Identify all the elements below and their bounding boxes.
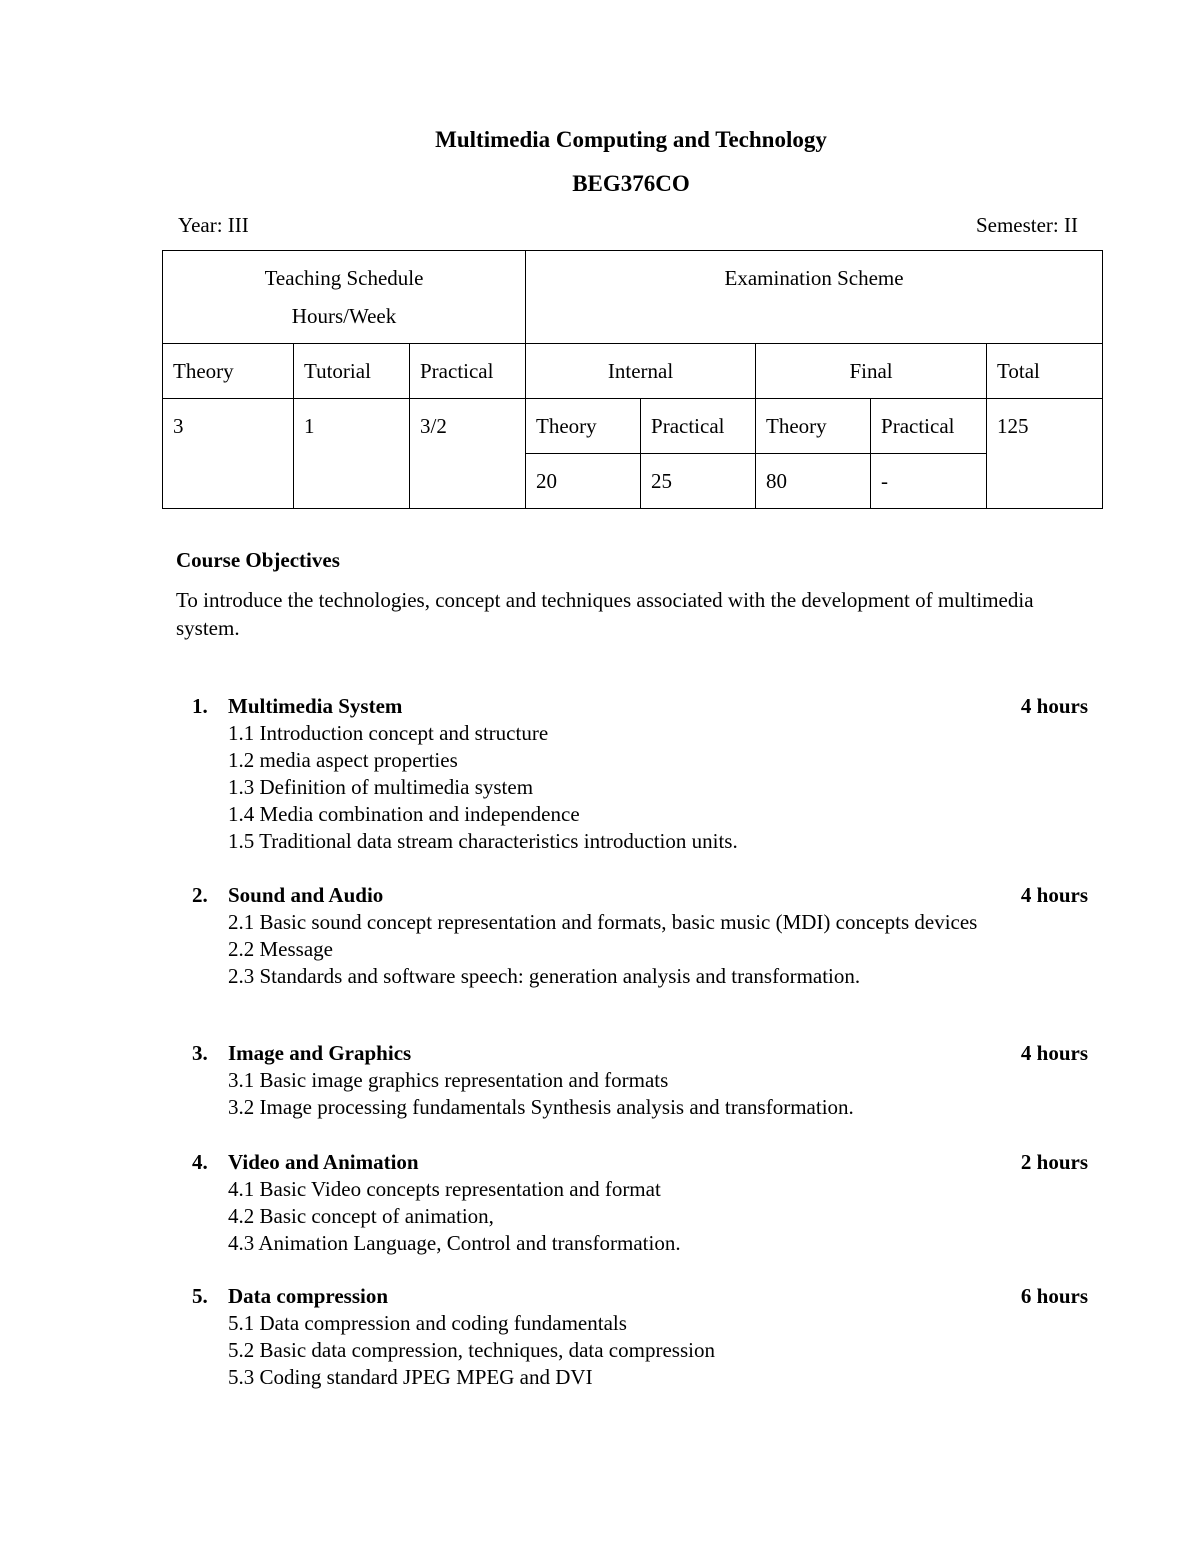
unit-section xyxy=(192,1039,1088,1121)
unit-topic-item: 3.1 Basic image graphics representation and formats xyxy=(228,1068,669,1092)
unit-section xyxy=(192,881,1088,990)
unit-section xyxy=(192,692,1088,855)
unit-topic-item: 4.3 Animation Language, Control and transformation. xyxy=(228,1231,681,1255)
unit-topics xyxy=(192,1067,1088,1121)
scheme-table xyxy=(162,250,1103,509)
unit-topic-item: 1.3 Definition of multimedia system xyxy=(228,775,534,799)
unit-title: Data compression xyxy=(228,1284,389,1308)
unit-topic-item: 4.2 Basic concept of animation, xyxy=(228,1204,494,1228)
unit-topic-item: 1.5 Traditional data stream characteristics introduction units. xyxy=(228,829,738,853)
unit-hours: 4 hours xyxy=(1020,883,1088,907)
internal-theory-label: Theory xyxy=(526,399,641,454)
theory-header: Theory xyxy=(163,344,294,399)
objectives-heading: Course Objectives xyxy=(176,548,340,572)
course-title: Multimedia Computing and Technology xyxy=(435,127,827,152)
unit-topic-item: 3.2 Image processing fundamentals Synthesis analysis and transformation. xyxy=(228,1095,854,1119)
examination-scheme-label: Examination Scheme xyxy=(724,266,904,290)
internal-theory-marks: 20 xyxy=(526,454,641,509)
internal-practical-label: Practical xyxy=(641,399,756,454)
final-theory-marks: 80 xyxy=(756,454,871,509)
year-label: Year: III xyxy=(178,213,249,237)
semester-label: Semester: II xyxy=(975,213,1078,237)
course-code: BEG376CO xyxy=(572,171,690,196)
unit-heading xyxy=(192,1039,1088,1067)
unit-topics xyxy=(192,909,1088,990)
final-header: Final xyxy=(756,344,987,399)
unit-number: 3. xyxy=(192,1041,208,1065)
unit-section xyxy=(192,1282,1088,1391)
hours-week-label: Hours/Week xyxy=(291,304,397,328)
unit-number: 2. xyxy=(192,883,208,907)
internal-header: Internal xyxy=(526,344,756,399)
unit-topic-item: 2.3 Standards and software speech: generation analysis and transformation. xyxy=(228,964,861,988)
unit-title: Sound and Audio xyxy=(228,883,384,907)
unit-topic-item: 2.2 Message xyxy=(228,937,333,961)
unit-topic-item: 1.4 Media combination and independence xyxy=(228,802,580,826)
unit-hours: 4 hours xyxy=(1020,694,1088,718)
unit-hours: 6 hours xyxy=(1020,1284,1088,1308)
unit-title: Video and Animation xyxy=(228,1150,419,1174)
unit-title: Multimedia System xyxy=(228,694,403,718)
unit-topic-item: 1.1 Introduction concept and structure xyxy=(228,721,549,745)
final-practical-label: Practical xyxy=(871,399,987,454)
unit-number: 5. xyxy=(192,1284,208,1308)
tutorial-hours: 1 xyxy=(294,399,410,509)
unit-hours: 4 hours xyxy=(1020,1041,1088,1065)
total-header: Total xyxy=(987,344,1103,399)
unit-number: 1. xyxy=(192,694,208,718)
unit-topic-item: 4.1 Basic Video concepts representation and format xyxy=(228,1177,661,1201)
unit-topics xyxy=(192,1176,1088,1257)
tutorial-header: Tutorial xyxy=(294,344,410,399)
unit-topic-item: 2.1 Basic sound concept representation and formats, basic music (MDI) concepts devices xyxy=(228,910,978,934)
unit-hours: 2 hours xyxy=(1020,1150,1088,1174)
teaching-schedule-label: Teaching Schedule xyxy=(264,266,424,290)
unit-topic-item: 5.3 Coding standard JPEG MPEG and DVI xyxy=(228,1365,593,1389)
unit-heading xyxy=(192,1148,1088,1176)
objectives-text: To introduce the technologies, concept and techniques associated with the development of multimedia system. xyxy=(176,588,1034,640)
practical-hours: 3/2 xyxy=(410,399,526,509)
unit-number: 4. xyxy=(192,1150,208,1174)
internal-practical-marks: 25 xyxy=(641,454,756,509)
final-practical-marks: - xyxy=(871,454,987,509)
unit-topics xyxy=(192,1310,1088,1391)
theory-hours: 3 xyxy=(163,399,294,509)
unit-topic-item: 5.1 Data compression and coding fundamentals xyxy=(228,1311,627,1335)
unit-topics xyxy=(192,720,1088,855)
total-marks: 125 xyxy=(987,399,1103,509)
practical-header: Practical xyxy=(410,344,526,399)
examination-scheme-cell xyxy=(526,251,1103,344)
unit-heading xyxy=(192,692,1088,720)
unit-heading xyxy=(192,1282,1088,1310)
teaching-schedule-cell xyxy=(163,251,526,344)
unit-heading xyxy=(192,881,1088,909)
unit-topic-item: 5.2 Basic data compression, techniques, data compression xyxy=(228,1338,715,1362)
unit-topic-item: 1.2 media aspect properties xyxy=(228,748,458,772)
unit-section xyxy=(192,1148,1088,1257)
unit-title: Image and Graphics xyxy=(228,1041,412,1065)
final-theory-label: Theory xyxy=(756,399,871,454)
